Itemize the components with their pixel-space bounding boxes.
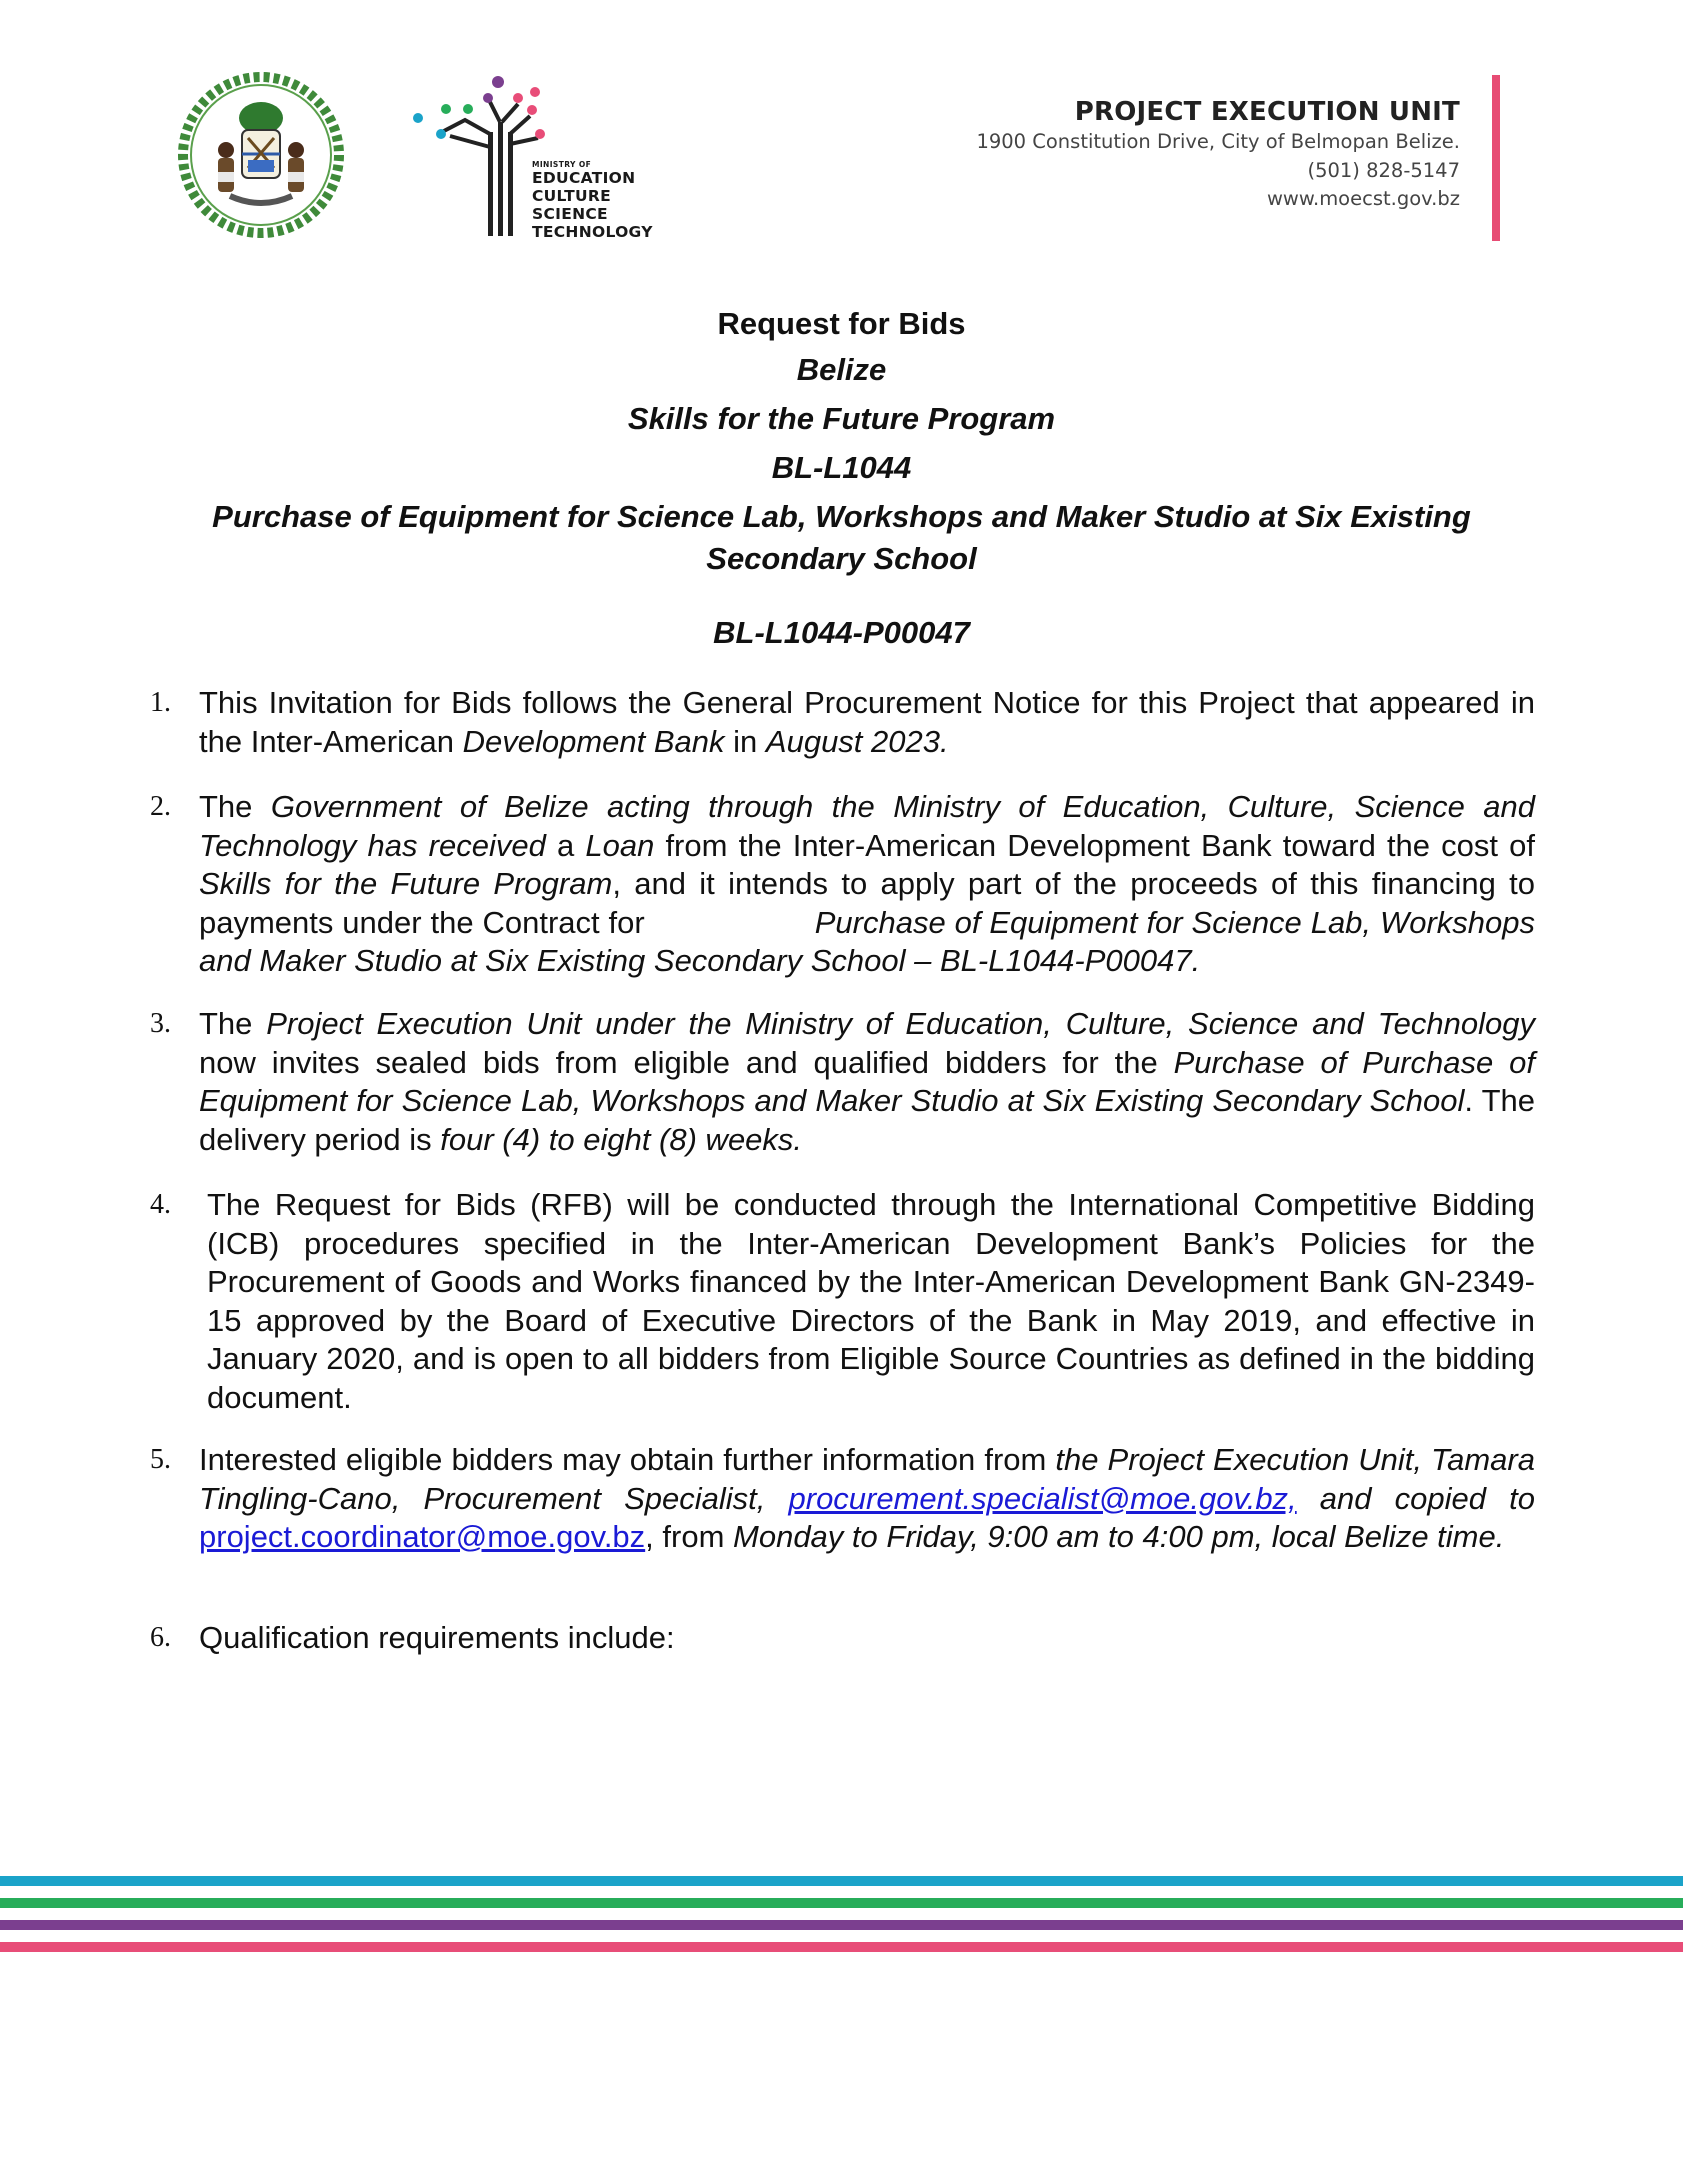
text-run: Project Execution Unit under the Ministry of Education, Culture, Science and Technology — [266, 1006, 1536, 1041]
footer-stripe-green — [0, 1898, 1683, 1908]
title-country: Belize — [796, 352, 887, 387]
ministry-line-culture: CULTURE — [532, 187, 612, 205]
footer-stripe-pink — [0, 1942, 1683, 1952]
text-run: Interested eligible bidders may obtain further information from — [199, 1442, 1056, 1477]
text-run: Development Bank — [462, 723, 725, 759]
text-run: , and it intends to apply part of the proceeds of this financing to payments under the Contract for — [199, 866, 1535, 940]
title-reference: BL-L1044-P00047 — [713, 615, 970, 650]
footer-stripe-purple — [0, 1920, 1683, 1930]
text-run: in — [724, 723, 766, 759]
unit-address: 1900 Constitution Drive, City of Belmopan Belize. — [976, 130, 1460, 153]
item-number: 3. — [150, 1008, 171, 1039]
item-text — [199, 1441, 1535, 1557]
item-number: 2. — [150, 791, 171, 822]
unit-website: www.moecst.gov.bz — [1266, 187, 1460, 210]
unit-name: PROJECT EXECUTION UNIT — [1074, 97, 1460, 127]
item-text — [199, 684, 1535, 761]
item-text — [199, 1005, 1535, 1159]
title-main: Request for Bids — [717, 306, 966, 341]
ministry-line-education: EDUCATION — [532, 169, 636, 187]
letterhead-accent-bar — [1492, 75, 1500, 241]
title-contract-line1: Purchase of Equipment for Science Lab, Workshops and Maker Studio at Six Existing — [212, 499, 1471, 534]
text-run: Government of Belize acting through the Ministry of Education, Culture, Science and Technology has received — [199, 789, 1536, 863]
text-run: Skills for the Future Program — [199, 866, 613, 901]
item-number: 5. — [150, 1444, 171, 1475]
text-run: from the Inter-American Development Bank toward the cost of — [654, 827, 1535, 863]
title-contract-line2: Secondary School — [706, 541, 977, 576]
coordinator-email-link[interactable]: project.coordinator@moe.gov.bz — [199, 1519, 646, 1554]
ministry-small-label: MINISTRY OF — [532, 160, 592, 169]
item-text: The Request for Bids (RFB) will be conducted through the International Competitive Bidding (ICB) procedures specified in the Inter-American Development Bank’s Policies for the Procurement of Goods and Works financed by the Inter-American Development Bank GN-2349-15 approved by the Board of Executive Directors of the Bank in May 2019, and effective in January 2020, and is open to all bidders from Eligible Source Countries as defined in the bidding document. — [207, 1187, 1535, 1415]
text-run: Loan — [585, 827, 655, 863]
footer-stripe-blue — [0, 1876, 1683, 1886]
text-run: August 2023. — [765, 723, 949, 759]
procurement-email-link[interactable]: procurement.specialist@moe.gov.bz, — [788, 1480, 1297, 1516]
item-number: 6. — [150, 1622, 171, 1653]
text-run: now invites sealed bids from eligible and qualified bidders for the — [199, 1044, 1174, 1080]
text-run: . The delivery period is — [199, 1083, 1535, 1157]
unit-phone: (501) 828-5147 — [1307, 158, 1460, 182]
title-loan: BL-L1044 — [771, 450, 912, 485]
text-run: the Project Execution Unit, Tamara Tingling-Cano, Procurement Specialist, — [199, 1442, 1535, 1516]
text-run: four (4) to eight (8) weeks. — [440, 1121, 803, 1157]
text-run: , from — [645, 1519, 734, 1554]
item-number: 4. — [150, 1189, 171, 1220]
ministry-wordmark — [532, 160, 653, 241]
ministry-line-technology: TECHNOLOGY — [532, 223, 653, 241]
title-program: Skills for the Future Program — [627, 401, 1056, 436]
item-text — [199, 788, 1535, 981]
text-run: Monday to Friday, 9:00 am to 4:00 pm, local Belize time. — [733, 1519, 1505, 1554]
item-text: Qualification requirements include: — [199, 1620, 675, 1655]
text-run: This Invitation for Bids follows the General Procurement Notice for this Project that appeared in the Inter-American — [199, 685, 1535, 759]
text-run: The — [199, 789, 271, 824]
ministry-line-science: SCIENCE — [532, 205, 608, 223]
item-number: 1. — [150, 687, 171, 718]
text-run: Purchase of Purchase of Equipment for Science Lab, Workshops and Maker Studio at Six Existing Secondary School — [199, 1044, 1535, 1118]
unit-contact-block — [976, 96, 1460, 214]
belize-coat-of-arms-icon — [178, 72, 344, 238]
text-run: a — [545, 827, 586, 863]
text-run: Purchase of Equipment for Science Lab, Workshops and Maker Studio at Six Existing Secondary School – BL-L1044-P00047. — [199, 904, 1535, 978]
text-run: and copied to — [1296, 1480, 1536, 1516]
text-run: The — [199, 1006, 267, 1041]
